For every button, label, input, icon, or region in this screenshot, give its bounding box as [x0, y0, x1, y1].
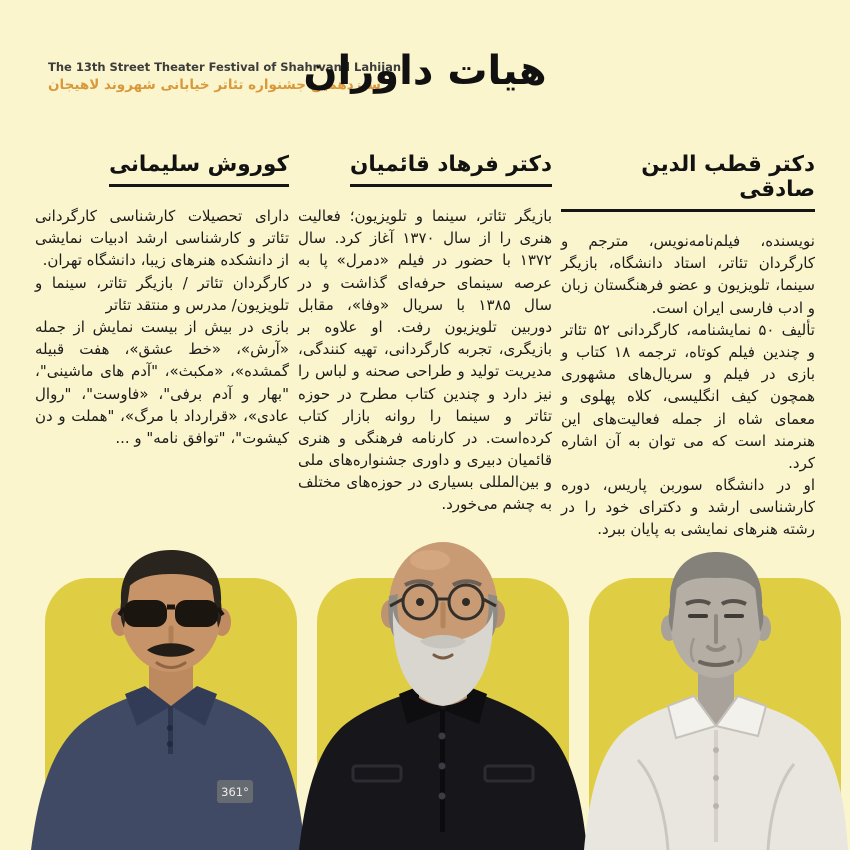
bio-paragraph: کارگردان تئاتر / بازیگر تئاتر، سینما و تلویزیون/ مدرس و منتقد تئاتر — [35, 273, 289, 314]
bio-paragraph: نویسنده، فیلم‌نامه‌نویس، مترجم و کارگردان تئاتر، استاد دانشگاه، بازیگر سینما، تلویزیون و عضو فرهنگستان زبان و ادب فارسی ایران است. — [561, 232, 815, 317]
judge-name: کوروش سلیمانی — [109, 152, 289, 187]
bio-paragraph: تألیف ۵۰ نمایشنامه، کارگردانی ۵۲ تئاتر و چندین فیلم کوتاه، ترجمه ۱۸ کتاب و بازی در فیلم و سریال‌های مشهوری همچون کیف انگلیسی، کلاه پهلوی و معمای شاه از جمله فعالیت‌های این هنرمند است که می توان به آن اشاره کرد. — [561, 320, 816, 472]
festival-title-en: The 13th Street Theater Festival of Shahrvand Lahijan — [48, 60, 402, 74]
bio-paragraph: بازیگر تئاتر، سینما و تلویزیون؛ فعالیت هنری را از سال ۱۳۷۰ آغاز کرد. سال ۱۳۷۲ با حضور در فیلم «دمرل» پا به عرصه سینمای حرفه‌ای گذاشت و در سال ۱۳۸۵ با سریال «وفا»، مقابل دوربین تلویزیون رفت. او علاوه بر بازیگری، تجربه کارگردانی، تهیه کنندگی، مدیریت تولید و طراحی صحنه و لباس را نیز دارد و چندین کتاب مطرح در حوزه تئاتر و سینما را روانه بازار کتاب کرده‌است. در کارنامه فرهنگی و هنری قائمیان دبیری و داوری جشنواره‌های ملی و بین‌المللی بسیاری در حوزه‌های مختلف به چشم می‌خورد. — [298, 207, 552, 514]
judge-column-sadeghi — [561, 152, 815, 541]
bio-paragraph: او در دانشگاه سوربن پاریس، دوره کارشناسی ارشد و دکترای خود را در رشته هنرهای نمایشی به پایان ببرد. — [561, 476, 815, 539]
judge-name: دکتر قطب الدین صادقی — [561, 152, 815, 212]
festival-title-fa: سیزدهمین جشنواره تئاتر خیابانی شهروند لاهیجان — [48, 77, 381, 93]
judge-column-ghaemian — [298, 152, 552, 541]
judges-columns — [35, 152, 815, 541]
judge-name-heading — [561, 152, 815, 212]
judge-column-soleimani — [35, 152, 289, 541]
judge-bio — [298, 205, 552, 516]
judge-photo-sadeghi — [570, 520, 850, 850]
bio-paragraph: بازی در بیش از بیست نمایش از جمله «آرش»، «خط عشق»، هفت قبیله گمشده»، «مکبث»، "آدم های ماشینی"، "بهار و آدم برفی"، «فاوست"، "روال عادی»، «قرارداد با مرگ»، "هملت و دن کیشوت"، "توافق نامه" و ... — [35, 317, 289, 447]
judge-name: دکتر فرهاد قائمیان — [350, 152, 552, 187]
judge-name-heading — [35, 152, 289, 187]
judge-photo-soleimani — [21, 530, 321, 850]
judge-photo-ghaemian — [293, 520, 593, 850]
judge-name-heading — [298, 152, 552, 187]
judge-bio — [561, 230, 815, 541]
bio-paragraph: دارای تحصیلات کارشناسی کارگردانی تئاتر و کارشناسی ارشد ادبیات نمایشی از دانشکده هنرهای زیبا، دانشگاه تهران. — [35, 207, 289, 270]
judge-bio — [35, 205, 289, 449]
shirt-badge-label: 361° — [221, 785, 249, 799]
page-title: هیات داوران — [303, 48, 547, 94]
